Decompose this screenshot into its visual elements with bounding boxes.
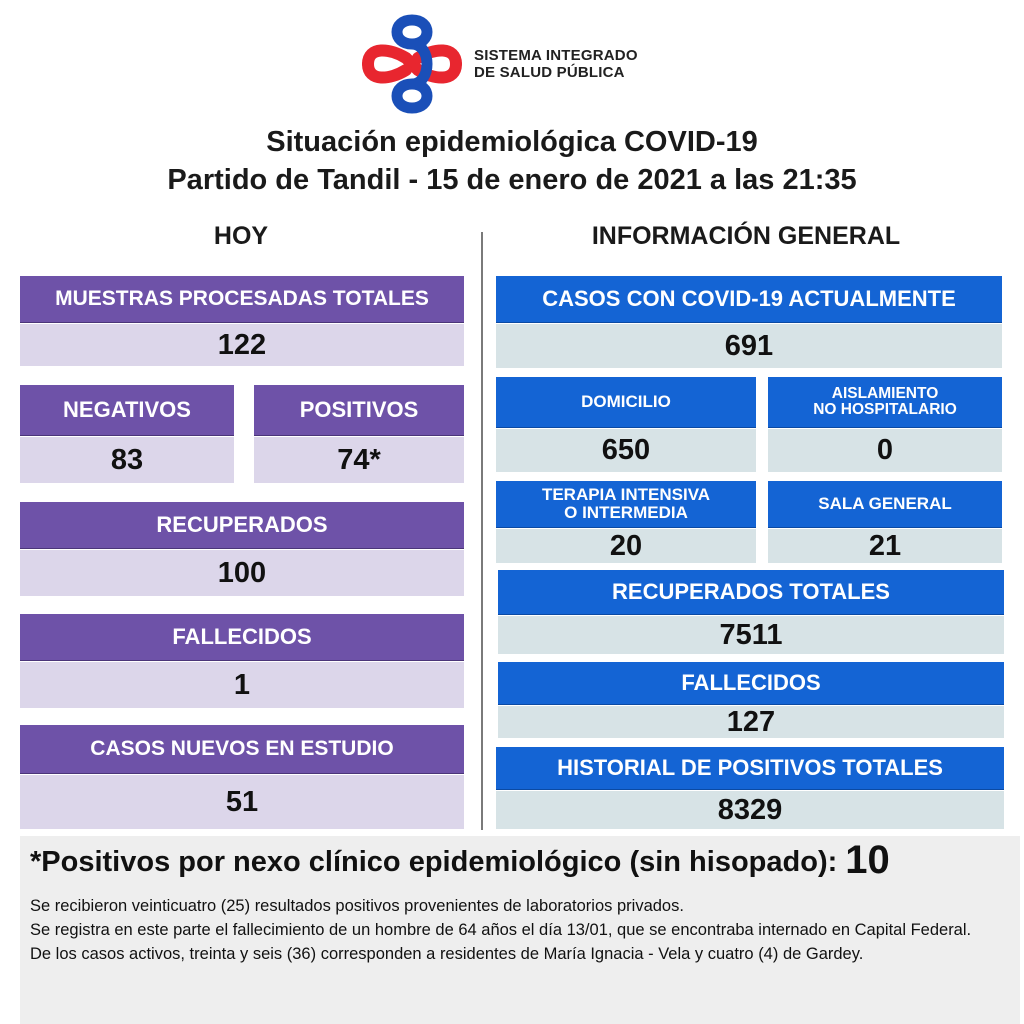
card-aislamiento-value: 0 [768,429,1002,472]
card-recuperados-totales-value: 7511 [498,616,1004,654]
card-estudio-value: 51 [20,775,464,829]
card-negativos-value: 83 [20,437,234,483]
card-aislamiento-label [768,377,1002,427]
report-subtitle: Partido de Tandil - 15 de enero de 2021 a las 21:35 [167,164,857,196]
card-domicilio-value: 650 [496,429,756,472]
card-aislamiento-label-line2: NO HOSPITALARIO [813,401,957,418]
note-line-1: Se recibieron veinticuatro (25) resultados positivos provenientes de laboratorios privados. [30,897,684,915]
card-recuperados-totales-label: RECUPERADOS TOTALES [498,570,1004,614]
note-line-2: Se registra en este parte el fallecimiento de un hombre de 64 años el día 13/01, que se encontraba internado en Capital Federal. [30,921,972,939]
card-actuales [496,276,1002,368]
card-domicilio-label: DOMICILIO [496,377,756,427]
card-terapia-label [496,481,756,527]
org-name-line1: SISTEMA INTEGRADO [474,47,638,64]
card-fallecidos-value: 1 [20,662,464,708]
card-actuales-label: CASOS CON COVID-19 ACTUALMENTE [496,276,1002,322]
note-line-3: De los casos activos, treinta y seis (36) corresponden a residentes de María Ignacia - Vela y cuatro (4) de Gardey. [30,945,864,963]
card-terapia [496,481,756,563]
card-negativos-label: NEGATIVOS [20,385,234,435]
health-system-logo [362,14,462,114]
card-muestras-value: 122 [20,324,464,366]
card-aislamiento-label-line1: AISLAMIENTO [831,384,939,402]
card-recuperados [20,502,464,596]
org-name-line2: DE SALUD PÚBLICA [474,64,625,81]
hoy-heading: HOY [213,222,269,250]
nexo-clinico-value: 10 [845,838,890,882]
card-historial [496,747,1004,829]
card-recuperados-label: RECUPERADOS [20,502,464,548]
card-positivos-value: 74* [254,437,464,483]
notes-text [30,894,1012,966]
card-fallecidos-label: FALLECIDOS [20,614,464,660]
card-positivos [254,385,464,483]
card-estudio-label: CASOS NUEVOS EN ESTUDIO [20,725,464,773]
column-divider [481,232,483,830]
card-recuperados-totales [498,570,1004,654]
card-aislamiento [768,377,1002,472]
card-muestras-label: MUESTRAS PROCESADAS TOTALES [20,276,464,322]
nexo-clinico-note [30,838,890,883]
org-name [474,47,638,81]
card-domicilio [496,377,756,472]
nexo-clinico-label: *Positivos por nexo clínico epidemiológico (sin hisopado): [30,846,838,878]
card-sala-label: SALA GENERAL [768,481,1002,527]
card-terapia-label-line2: O INTERMEDIA [564,503,688,522]
card-historial-value: 8329 [496,791,1004,829]
card-actuales-value: 691 [496,324,1002,368]
general-heading: INFORMACIÓN GENERAL [591,222,901,250]
card-muestras [20,276,464,366]
card-fallecidos [20,614,464,708]
card-terapia-value: 20 [496,529,756,563]
card-fallecidos-totales [498,662,1004,738]
card-fallecidos-totales-label: FALLECIDOS [498,662,1004,704]
card-positivos-label: POSITIVOS [254,385,464,435]
card-sala-value: 21 [768,529,1002,563]
card-fallecidos-totales-value: 127 [498,706,1004,738]
card-historial-label: HISTORIAL DE POSITIVOS TOTALES [496,747,1004,789]
card-recuperados-value: 100 [20,550,464,596]
card-sala [768,481,1002,563]
card-estudio [20,725,464,829]
card-terapia-label-line1: TERAPIA INTENSIVA [541,485,711,505]
report-title: Situación epidemiológica COVID-19 [266,126,758,158]
card-negativos [20,385,234,483]
